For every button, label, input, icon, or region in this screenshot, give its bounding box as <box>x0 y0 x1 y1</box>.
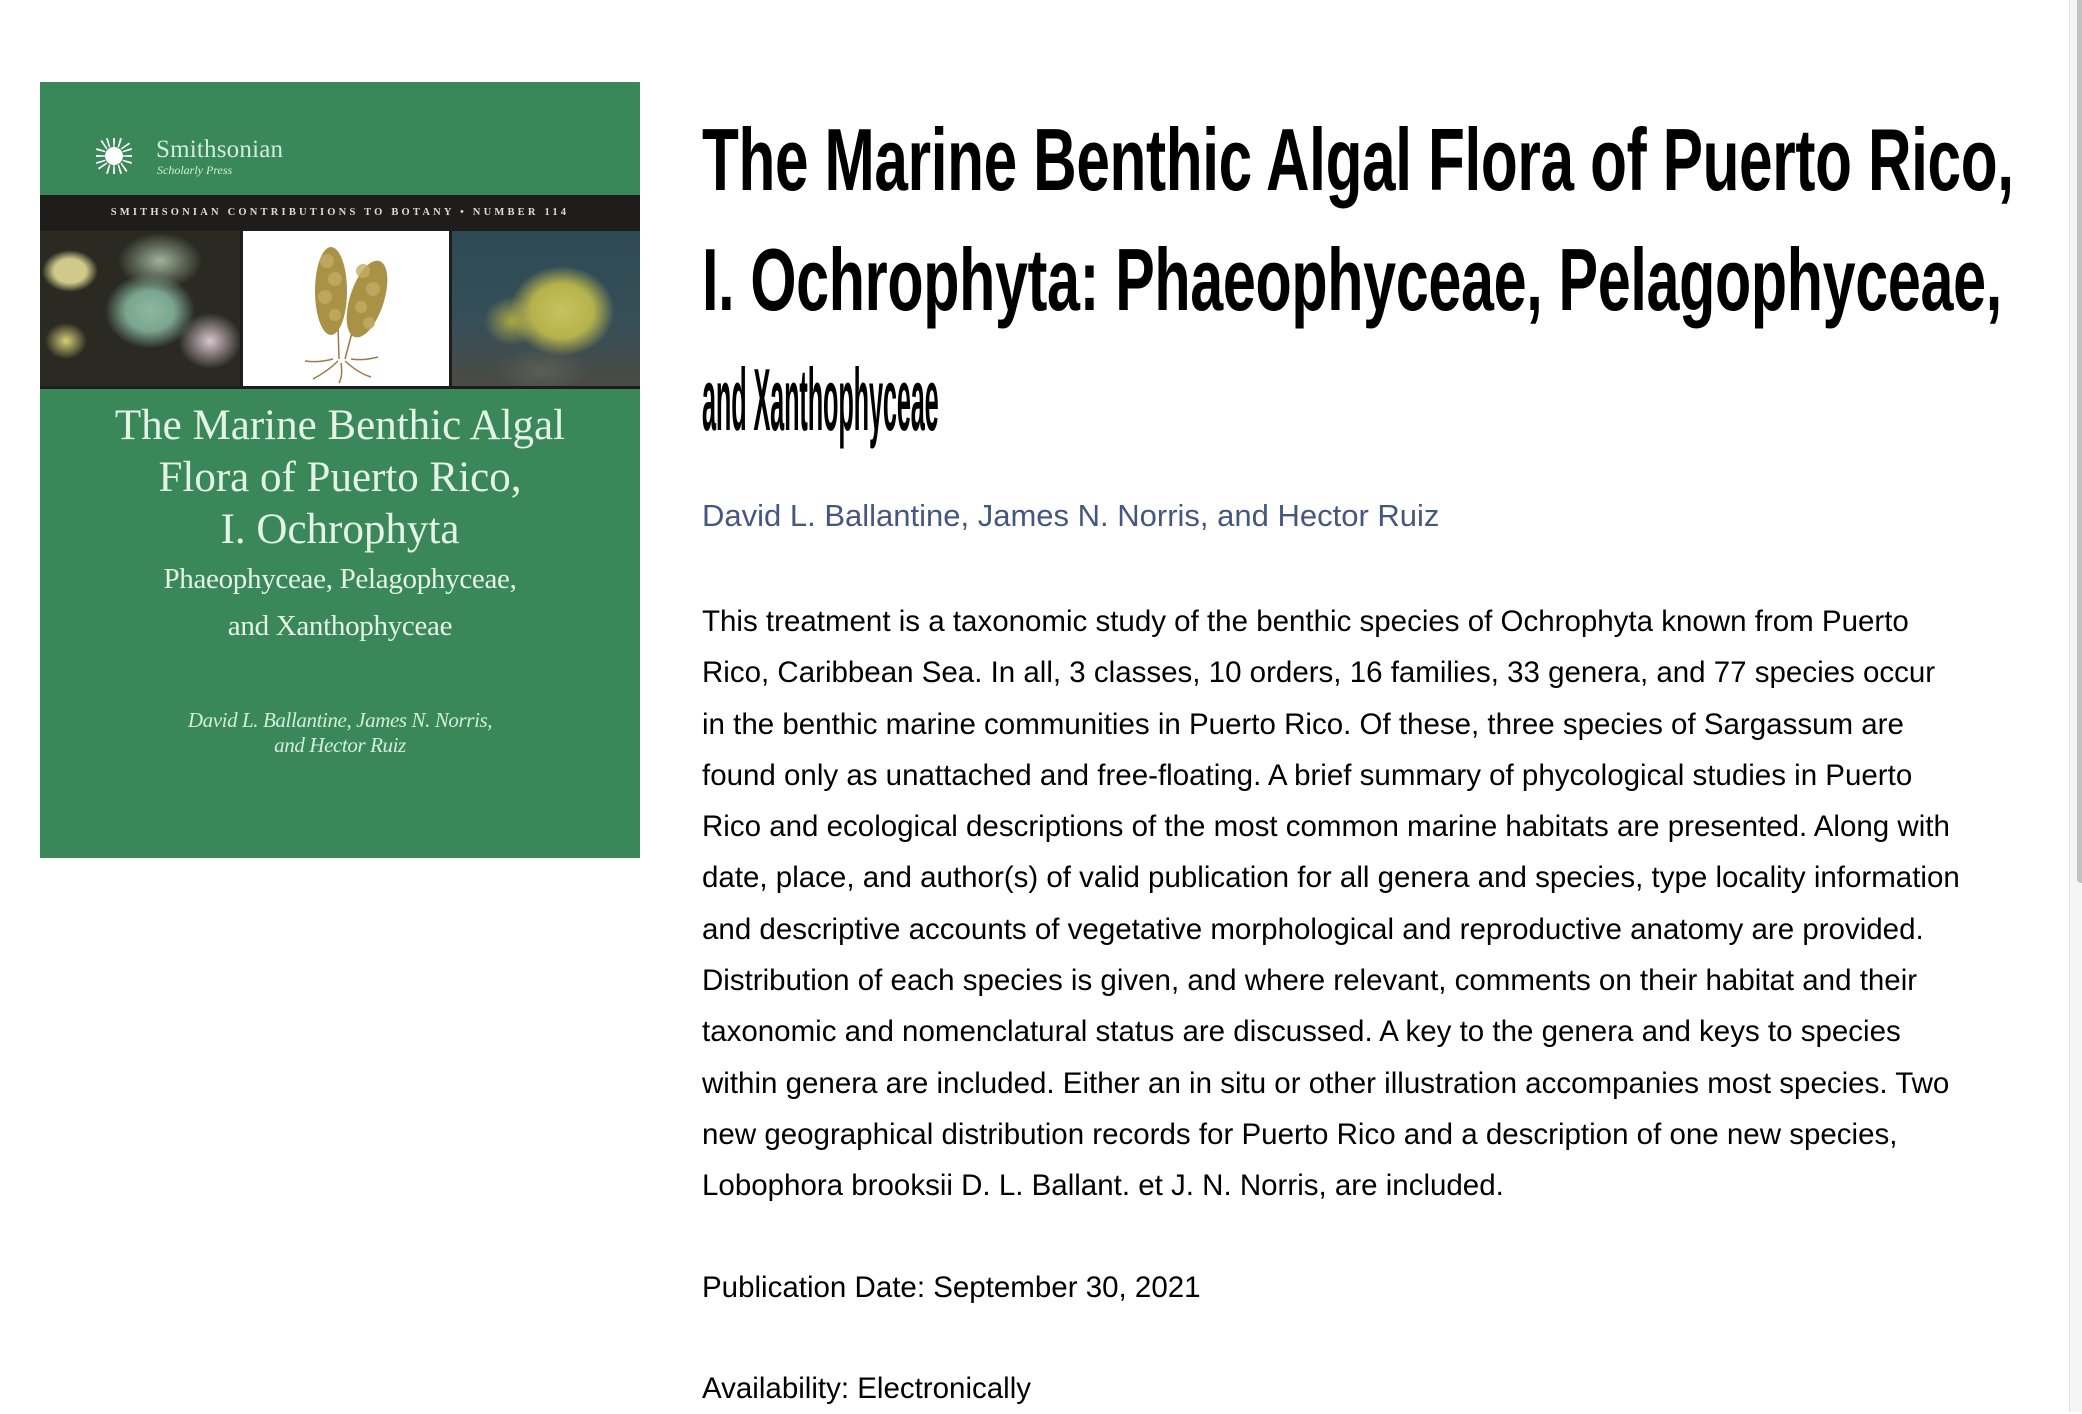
description-line: Rico and ecological descriptions of the most common marine habitats are presented. Along with <box>702 810 1950 844</box>
publisher-name: Smithsonian <box>156 136 284 163</box>
sunburst-logo-icon <box>94 136 134 176</box>
availability: Availability: Electronically <box>702 1372 1032 1405</box>
cover-illustration-algae <box>243 231 449 386</box>
book-cover-image <box>40 82 640 858</box>
cover-title-line: I. Ochrophyta <box>220 506 460 553</box>
cover-author-line: and Hector Ruiz <box>274 733 406 757</box>
book-description <box>702 596 1960 1212</box>
book-title <box>702 100 2082 460</box>
cover-title-line: Flora of Puerto Rico, <box>158 454 522 501</box>
cover-authors <box>40 708 640 758</box>
book-title-line: and Xanthophyceae <box>702 350 939 449</box>
cover-subtitle-line: and Xanthophyceae <box>227 610 453 642</box>
cover-author-line: David L. Ballantine, James N. Norris, <box>187 708 493 732</box>
scrollbar-thumb[interactable] <box>2077 0 2082 883</box>
description-line: Distribution of each species is given, and where relevant, comments on their habitat and their <box>702 964 1918 998</box>
description-line: within genera are included. Either an in situ or other illustration accompanies most species. Two <box>702 1066 1950 1100</box>
description-line: found only as unattached and free-floating. A brief summary of phycological studies in Puerto <box>702 758 1913 792</box>
description-line: date, place, and author(s) of valid publication for all genera and species, type locality information <box>702 861 1960 895</box>
vertical-scrollbar[interactable] <box>2069 0 2082 1412</box>
description-line: Rico, Caribbean Sea. In all, 3 classes, 10 orders, 16 families, 33 genera, and 77 species occur <box>702 656 1936 690</box>
series-band: SMITHSONIAN CONTRIBUTIONS TO BOTANY • NUMBER 114 <box>40 195 640 231</box>
cover-photo-strip <box>40 231 640 389</box>
cover-photo-algae-reef <box>40 231 240 386</box>
description-line: and descriptive accounts of vegetative morphological and reproductive anatomy are provided. <box>702 912 1924 946</box>
publisher-subtitle: Scholarly Press <box>157 163 233 177</box>
book-title-line: The Marine Benthic Algal Flora of Puerto Rico, <box>702 110 2014 209</box>
description-line: This treatment is a taxonomic study of the benthic species of Ochrophyta known from Puerto <box>702 605 1909 638</box>
cover-title-line: The Marine Benthic Algal <box>114 402 566 449</box>
cover-subtitle-line: Phaeophyceae, Pelagophyceae, <box>163 563 517 595</box>
cover-title <box>40 400 640 650</box>
cover-photo-brown-algae <box>452 231 640 386</box>
book-title-line: I. Ochrophyta: Phaeophyceae, Pelagophyceae, <box>702 230 2002 329</box>
publication-date: Publication Date: September 30, 2021 <box>702 1271 1201 1304</box>
publisher-logo <box>94 136 334 180</box>
description-line: in the benthic marine communities in Puerto Rico. Of these, three species of Sargassum are <box>702 707 1904 741</box>
description-line: new geographical distribution records for Puerto Rico and a description of one new species, <box>702 1117 1898 1151</box>
description-line: Lobophora brooksii D. L. Ballant. et J. N. Norris, are included. <box>702 1169 1504 1203</box>
book-authors-link[interactable]: David L. Ballantine, James N. Norris, and Hector Ruiz <box>702 498 1440 533</box>
description-line: taxonomic and nomenclatural status are discussed. A key to the genera and keys to species <box>702 1015 1901 1049</box>
